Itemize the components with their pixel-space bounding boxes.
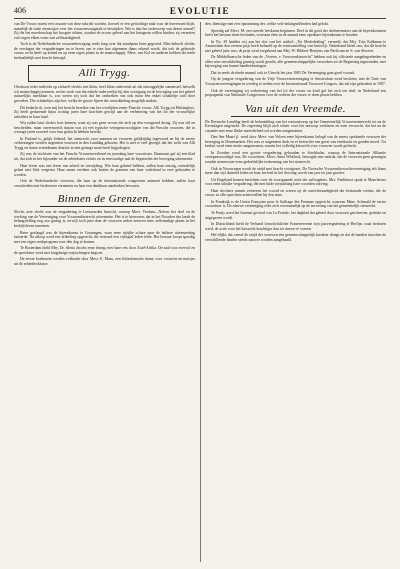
paragraph: Ook de vereeniging tot verbetering van het lot der vrouw en kind gaf het zich ten doel, in Nederland een propaganda van Nationale Congressen voor de rechten der vrouw te doen plaats hebben.: [205, 88, 386, 98]
paragraph: Toch is de Nederlandsche vrouwenbeweging reeds lang over dat standpunt heen gegroeid. Men behoeft slechts de verslagen der vergaderingen na te lezen, om te zien hoe algemeen thans erkend wordt, dat ook de gehuwde vrouw recht heeft op arbeid en op eene eigen plaats in de maatschappij. Mevr. van Kol en anderen hebben dit reeds herhaaldelijk met kracht betoogd.: [14, 42, 195, 60]
paragraph: Ook in Noorwegen wordt de strijd met kracht voortgezet. De Noorsche Vrouwenkiesrechtvereeniging telt thans meer dan vijf duizend leden en haar invloed in het Storting wordt van jaar tot jaar grooter.: [205, 166, 386, 176]
paragraph: van De Vrouw moest een courant van deze rubriek worden, hoewel er een gewichtige taak voor de lezeressen blijft, namelijk de oude zienswijze over het vrouwenvraagstuk te bestrijden. Wat is dan het onderwerp van dezen aanval? Zij die het moederschap het hoogste achten, zouden de vrouw geheel aan het huisgezin willen binden; zij verzetten zich tegen elken vorm van zelfstandigheid.: [14, 22, 195, 40]
paragraph: Haar dochters namen eveneens het woord en wezen op de onrechtvaardigheid der bestaande wetten, die de vrouw in alle opzichten achterstellen bij den man.: [205, 188, 386, 198]
paragraph: In No. 39 hadden wij aan het slot van het artikel: „Ter Mededeeling” vermeld, dat Mej. Trijs Kalkman te Amsterdam den eersten prijs heeft behaald op de tentoonstelling van huisvlijt. Naderhand bleek ons, dat dit bericht niet geheel juist was; de prijs werd toegekend aan Mej. W. Ribbert-Bertjens van Berlicum en S. van Slooten.: [205, 39, 386, 53]
magazine-page: [14, 6, 386, 562]
right-column: [205, 22, 386, 562]
paragraph: In Finland is, gelijk bekend, het stemrecht voor mannen en vrouwen gelijktijdig ingevoerd en bij de eerste verkiezingen werden negentien vrouwen in den Landdag gekozen. Het is niet te veel gezegd, dat het werk van Alli Trygg en haren vriendinnen daartoe in niet geringe mate heeft bijgedragen.: [14, 136, 195, 150]
running-head: [14, 6, 386, 19]
paragraph: De eerste boekenzes werden volbracht door Mevr. E. Maas, een Schiedamsche dame, voor vrouwen en meisjes uit de arbeidersklasse.: [14, 257, 195, 266]
paragraph: De Deensche Landdag heeft de behandeling van het wetsontwerp op het Gemeentelijk Vrouwenstemrecht tot na de Kerstdagen uitgesteld. De regeering blijft zich echter voor het ontwerp verklaren en men verwacht, dat het na de vacantie met eene flinke meerderheid zal worden aangenomen.: [205, 119, 386, 133]
paragraph: Het blijkt, dat overal de strijd der vrouwen een gemeenschappelijk karakter draagt en dat de banden tusschen de verschillende landen steeds nauwer worden aangehaald.: [205, 233, 386, 242]
paragraph: Zij was de stichtster van het Finsche Vrouwenverbond en jarenlang hare voorzitster. Daarnaast gaf zij een blad uit, dat zich in het bijzonder tot de arbeidsters richtte en in eenvoudige taal de beginselen der beweging uiteenzette.: [14, 152, 195, 162]
section-heading-van-uit-den-vreemde: Van uit den Vreemde.: [231, 103, 360, 117]
paragraph: Dat in reeds de derde maand, ook te Utrecht het jaar 1905 De Vereeniging gaat goed vooruit.: [211, 70, 356, 75]
column-rule: [200, 22, 201, 562]
left-intro: [14, 22, 195, 60]
section-heading-alli-trygg: Alli Trygg.: [28, 65, 181, 82]
paragraph: In Frankrijk is de Union Française pour le Suffrage des Femmes opgericht, waarvan Mme. Schmahl de eerste voorzitster is. De nieuwe vereeniging richt zich voornamelijk op de invoering van het gemeentelijk stemrecht.: [205, 199, 386, 209]
section-van-uit-den-vreemde: [205, 120, 386, 243]
section-heading-binnen-de-grenzen: Binnen de Grenzen.: [40, 193, 169, 207]
paragraph: Den 9en Maart jl. werd door Mevr. van Velzen eene bijeenkomst belegd van de meest sprekende vrouwen der beweging in Denemarken. Het was er ongemeen druk en er heerschte een geest van eendracht en goeden moed. Tot besluit werd eene motie aangenomen, waarin het volledig kiesrecht voor vrouwen wordt geëischt.: [205, 135, 386, 149]
paragraph: Spoedig zal Mevr. M. een tweede leeskrans beginnen. Deel in dit getal der deelneemsters aan de bijeenkomsten heeft het bestuur doen besluiten, voortaan ééns in de maand eene openbare bijeenkomst te houden.: [205, 28, 386, 38]
paragraph: den, dienstige met een opsomming der, welke vele belangstellenden had gelokt.: [205, 22, 329, 26]
paragraph: Beter geslaagd was de bijeenkomst te Groningen, waar eene talrijke schare naar de heldere uiteenzetting luisterde. Na afloop werd een afdeeling opgericht, die terstond een vijftigtal leden telde. Het bestuur hoopt spoedig met een eigen werkprogram voor den dag te komen.: [14, 230, 195, 244]
journal-title: EVOLUTIE: [169, 6, 231, 16]
paragraph: Op de jongste vergadering van de Vrije Vrouwenvereeniging te Amsterdam werd besloten, met de Unie van Vrouwenvereenigingen in overleg te treden over de Internationaal Vrouwen-Congres, dat zal zijn gehouden in 1907.: [205, 77, 386, 87]
paragraph: Slecht, zeer slecht was de vergadering te Leeuwarden bezocht, waarop Mevr. Verdam—Nolens het doel en de werking van de Vereeniging voor Vrouwenkiesrecht uiteenzette. Het is te betreuren, dat in het Noorden des lands de belangstelling nog zoo gering is, terwijl toch juist daar de vrouwen sedert eeuwen eene zelfstandige plaats in het bedrijfsleven innemen.: [14, 210, 195, 228]
page-number: 406: [14, 6, 26, 15]
right-intro: [205, 22, 386, 98]
paragraph: In Duitschland hield de Verband fortschrittlicher Frauenvereine zijn jaarvergadering te Berlijn, waar besloten werd, de actie voor het kiesrecht krachtiger dan tot dusver te voeren.: [205, 222, 386, 231]
section-alli-trygg: [14, 85, 195, 188]
paragraph: Te Parijs werd het lustrum gevierd van La Fronde, het dagblad dat geheel door vrouwen geschreven, gedrukt en uitgegeven wordt.: [205, 210, 386, 220]
paragraph: Haar leven was een leven van arbeid en toewijding. Wie haar gekend hebben, zullen haar ernstig, vriendelijk gelaat niet licht vergeten. Haar naam verdient ook buiten de grenzen van haar vaderland in eere gehouden te worden.: [14, 163, 195, 177]
paragraph: Dit bedacht ik, toen mij het bericht bereikte van het overlijden eener Finsche vrouw, Alli Trygg uit Helsingfors. Zij heeft gedurende bijna twintig jaren hare krachten gewijd aan de verbetering van het lot der vrouwelijke arbeiders in haar land.: [14, 105, 195, 119]
section-binnen-de-grenzen: [14, 210, 195, 266]
paragraph: Uit Engeland komen berichten over de voortgaande actie der suffragettes. Mrs. Pankhurst sprak te Manchester voor eene talrijke vergadering, die met luide toejuiching hare woorden ontving.: [205, 177, 386, 187]
paragraph: In Zweden werd een groote vergadering gehouden te Stockholm, waarop de Internationale Alliantie vertegenwoordigd was. De voorzitster, Mevr. Anna Whitlock, betoogde met nadruk, dat de vrouwen geen genoegen zouden nemen met eene gedeeltelijke toekenning van het stemrecht.: [205, 150, 386, 165]
left-column: [14, 22, 195, 562]
paragraph: De Middelbaarsche leden van de „Vereen. v. Vrouwenkiesrecht” hebben ook bij officieele aangelegenheden en allen wier ontwikkeling gunstig wordt geacht, alle gemeenschappelijke verzoeken tot de Regeering ingezonden, met bijvoeging van hunne handteekeningen.: [205, 55, 386, 69]
paragraph: Wij zullen haar slechts kort kennen, want zij was geen vrouw die zich op den voorgrond drong. Zij was stil en bescheiden, maar onvermoeid; daarin was zij een typische vertegenwoordigster van die Finsche vrouwen, die in weinige jaren zooveel voor hun geslacht hebben bereikt.: [14, 121, 195, 135]
paragraph: Ook de Nederlandsche vrouwen, die haar op de internationale congressen ontmoet hebben, zullen haar verscheiden met leedwezen vernemen en haar een dankbaar aandenken bewaren.: [14, 179, 195, 188]
paragraph: Te Rotterdam hield Mej. Dr. Aletta Jacobs eene lezing over hare reis door Zuid-Afrika. De zaal was overvol en de spreekster werd met langdurige toejuichingen begroet.: [14, 246, 195, 255]
paragraph: Ofschoon ieder individu op zichzelf slechts een klein, heel klein raderwerk uit dat ontzaggelijke samenstel, hetwelk wij maatschappij noemen, en het werk van dat enkele raderwerkje bij den voortgang en de beweging van het geheel nauwelijks merkbaar is, zoo weten wij toch dat het ontbreken van ook maar één enkel schakeltje zich doet gevoelen. Die schakeltjes zijn het, welke de groote lijnen der ontwikkeling mogelijk maken.: [14, 85, 195, 104]
